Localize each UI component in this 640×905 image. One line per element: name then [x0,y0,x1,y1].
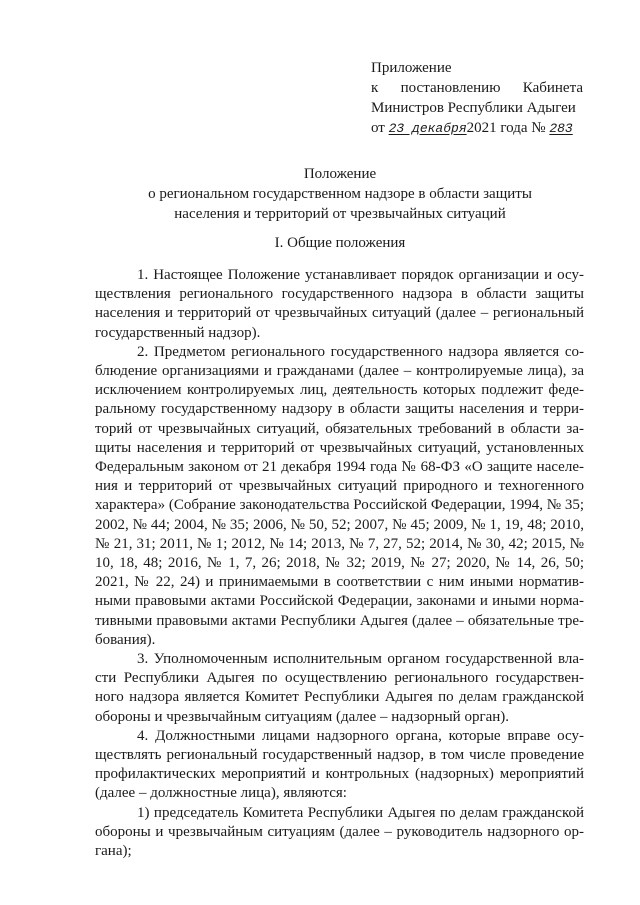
appendix-date-fill: 23 декабря [388,121,467,136]
section-heading: I. Общие положения [274,235,406,251]
appendix-number-fill: 283 [549,121,573,136]
appendix-word-k: к [371,80,379,96]
appendix-word-cabinet: Кабинета [522,80,583,96]
appendix-resolution-line [371,78,583,98]
document-title [90,164,590,224]
appendix-date-prefix: от [371,120,385,136]
appendix-block [371,58,583,139]
appendix-date-line [371,118,583,139]
paragraph-4-1: 1) председатель Комитета Республики Адыгея по делам гражданской обороны и чрезвычайным ситуациям (далее – руководитель надзорного органа); [95,804,584,860]
paragraph-2: 2. Предметом регионального государственного надзора является соблюдение организациями и гражданами (далее – контролируемые лица), за исключением контролируемых лиц, деятельность которых подлежит федеральному государственному надзору в области защиты населения и территорий от чрезвычайных ситуаций, обязательных требований в области защиты населения и территорий от чрезвычайных ситуаций, установленных Федеральным законом от 21 декабря 1994 года № 68-ФЗ «О защите населения и территорий от чрезвычайных ситуаций природного и техногенного характера» (Собрание законодательства Российской Федерации, 1994, № 35; 2002, № 44; 2004, № 35; 2006, № 50, 52; 2007, № 45; 2009, № 1, 19, 48; 2010, № 21, 31; 2011, № 1; 2012, № 14; 2013, № 7, 27, 52; 2014, № 30, 42; 2015, № 10, 18, 48; 2016, № 1, 7, 26; 2018, № 32; 2019, № 27; 2020, № 14, 26, 50; 2021, № 22, 24) и принимаемыми в соответствии с ним иными нормативными правовыми актами Российской Федерации, законами и иными нормативными правовыми актами Республики Адыгея (далее – обязательные требования). [95,343,584,648]
title-line-2: о региональном государственном надзоре в области защиты [148,186,532,202]
document-body [95,266,584,861]
appendix-label: Приложение [371,60,452,76]
paragraph-1: 1. Настоящее Положение устанавливает порядок организации и осуществления регионального государственного надзора в области защиты населения и территорий от чрезвычайных ситуаций (далее – региональный государственный надзор). [95,267,584,341]
appendix-date-year: 2021 года № [466,120,546,136]
paragraph-4: 4. Должностными лицами надзорного органа, которые вправе осуществлять региональный государственный надзор, в том числе проведение профилактических мероприятий и контрольных (надзорных) мероприятий (далее – должностные лица), являются: [95,727,584,802]
appendix-ministers-line: Министров Республики Адыгеи [371,100,576,116]
appendix-word-resolution: постановлению [400,80,501,96]
paragraph-3: 3. Уполномоченным исполнительным органом государственной власти Республики Адыгея по осуществлению регионального государственного надзора является Комитет Республики Адыгея по делам гражданской обороны и чрезвычайным ситуациям (далее – надзорный орган). [95,651,584,725]
title-line-3: населения и территорий от чрезвычайных ситуаций [174,206,506,222]
title-line-1: Положение [303,166,377,182]
